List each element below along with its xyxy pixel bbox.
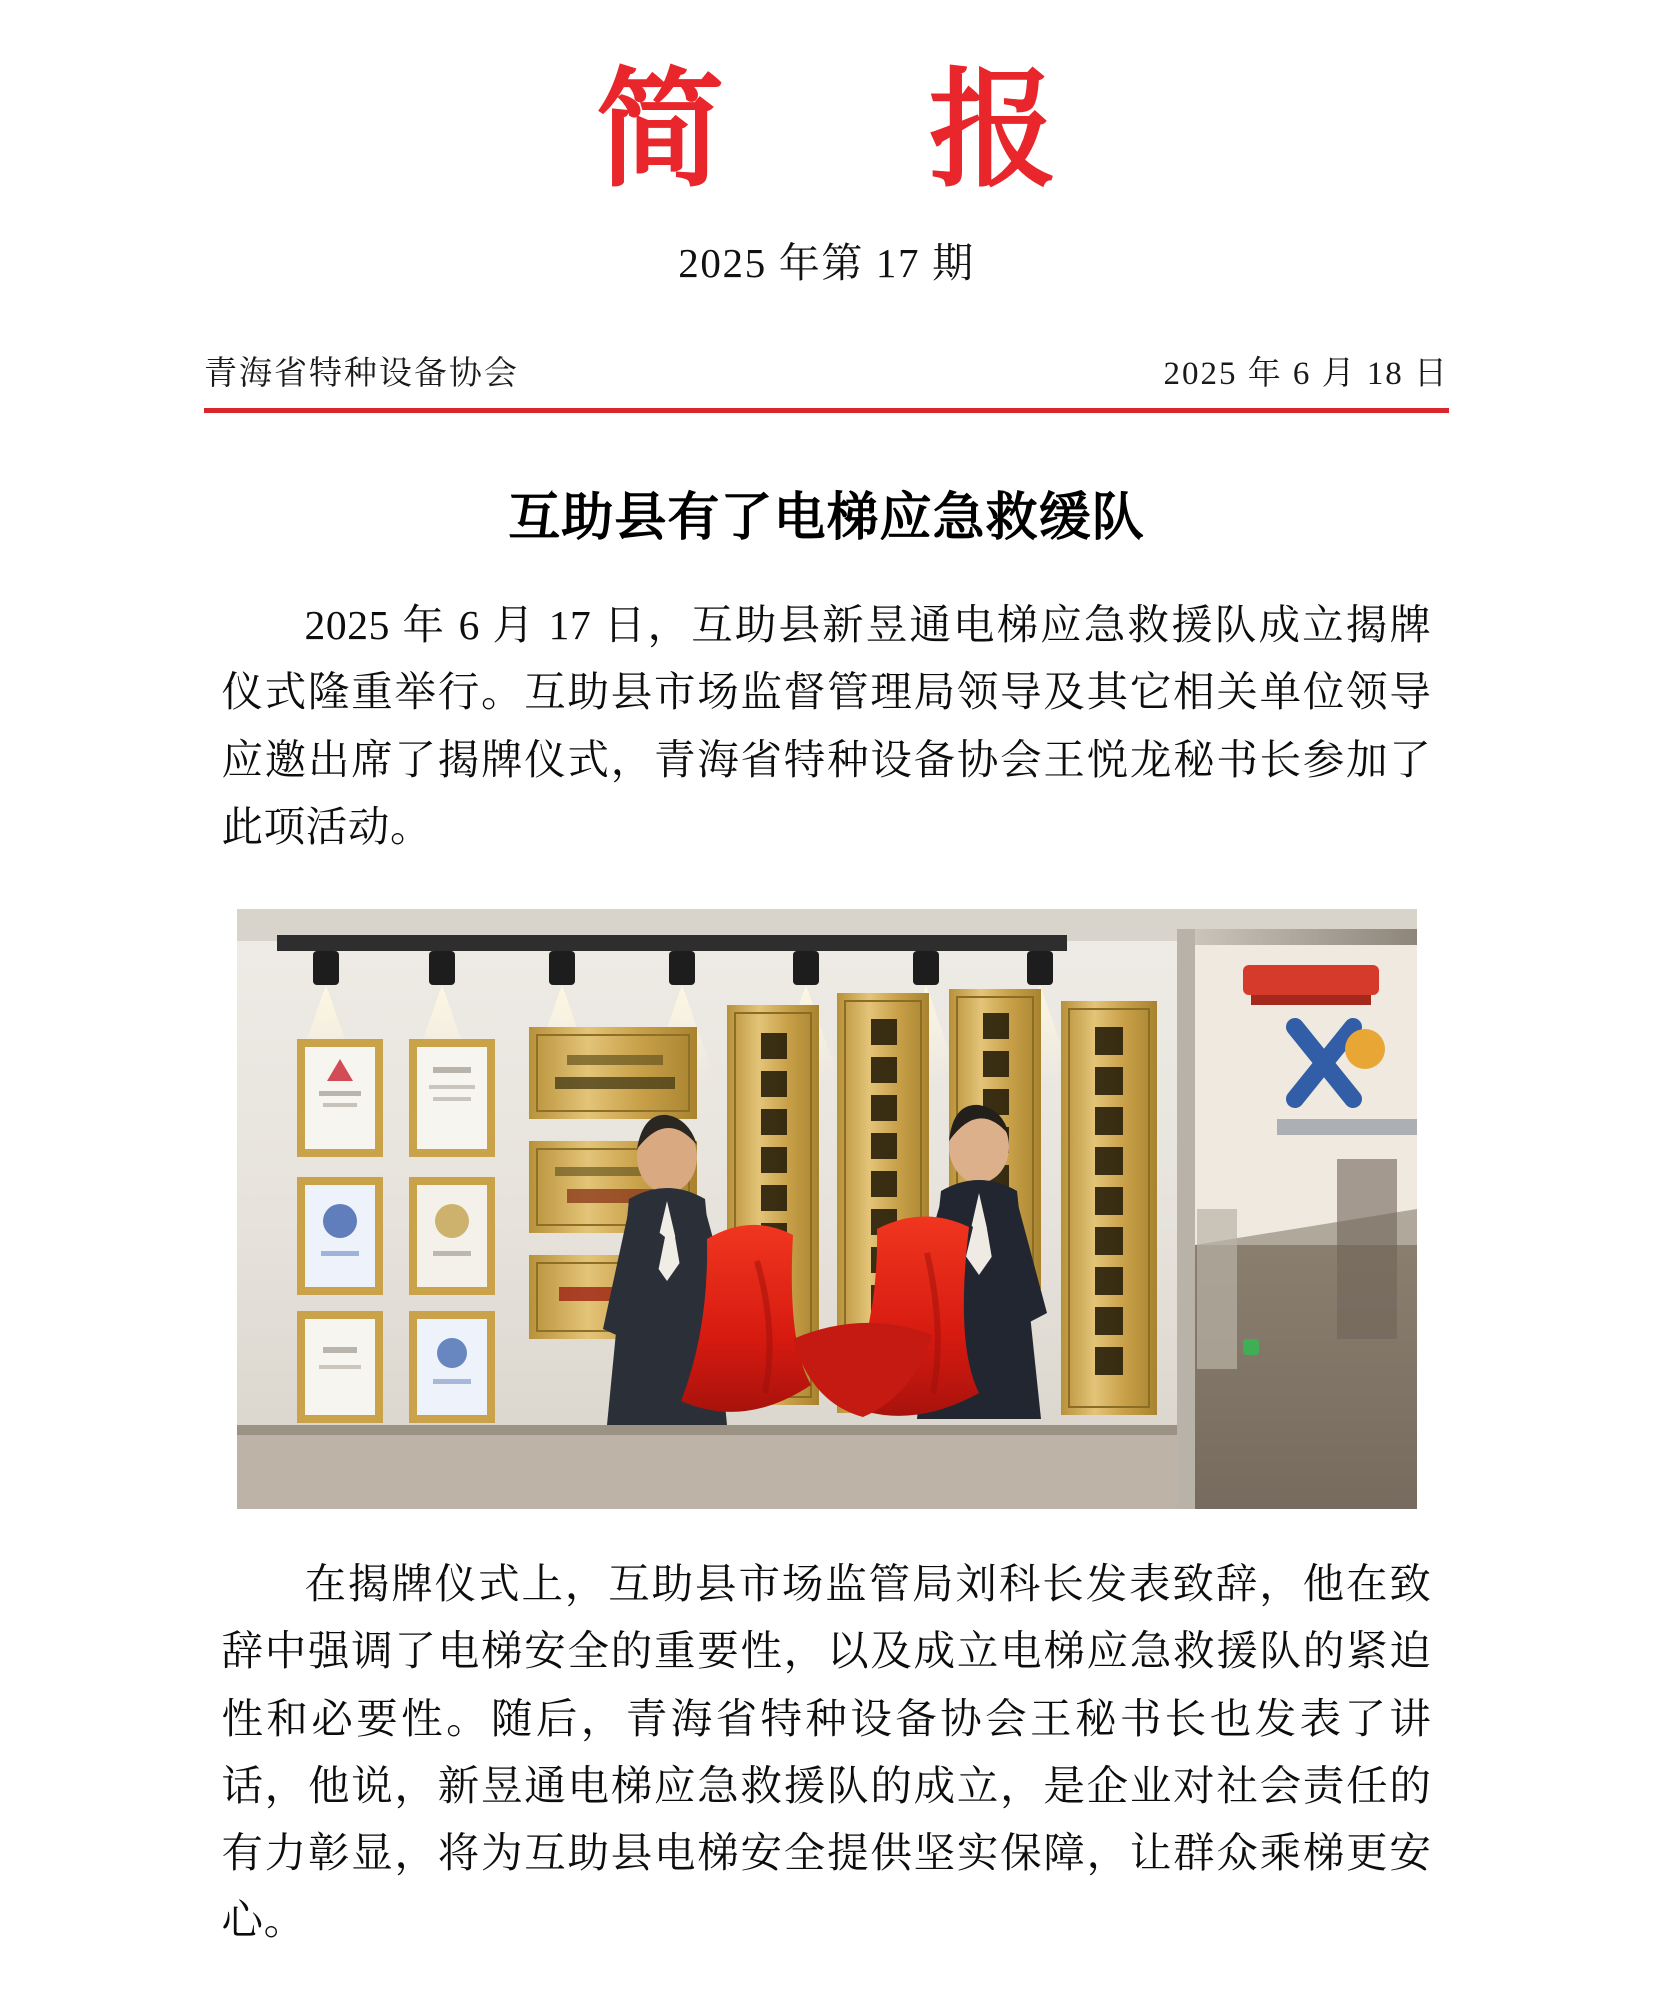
publisher-name: 青海省特种设备协会 bbox=[204, 356, 519, 393]
masthead-divider bbox=[204, 408, 1449, 413]
article-figure bbox=[237, 909, 1417, 1509]
article-paragraph-2: 在揭牌仪式上，互助县市场监管局刘科长发表致辞，他在致辞中强调了电梯安全的重要性，以及成立电梯应急救援队的紧迫性和必要性。随后，青海省特种设备协会王秘书长也发表了讲话，他说，新昱通电梯应急救援队的成立，是企业对社会责任的有力彰显，将为互助县电梯安全提供坚实保障，让群众乘梯更安心。 bbox=[221, 1561, 1432, 1944]
ceremony-photo bbox=[237, 909, 1417, 1509]
article-body bbox=[222, 592, 1432, 861]
masthead-meta bbox=[204, 347, 1449, 394]
article-body-2 bbox=[222, 1551, 1432, 1954]
article-paragraph-1: 2025 年 6 月 17 日，互助县新昱通电梯应急救援队成立揭牌仪式隆重举行。互助县市场监督管理局领导及其它相关单位领导应邀出席了揭牌仪式，青海省特种设备协会王悦龙秘书长参加了此项活动。 bbox=[221, 602, 1432, 850]
masthead-title: 简 报 bbox=[596, 60, 1096, 202]
article-title: 互助县有了电梯应急救缓队 bbox=[508, 489, 1145, 548]
publish-date: 2025 年 6 月 18 日 bbox=[1163, 356, 1449, 393]
masthead bbox=[0, 40, 1653, 289]
issue-number: 2025 年第 17 期 bbox=[678, 240, 975, 287]
